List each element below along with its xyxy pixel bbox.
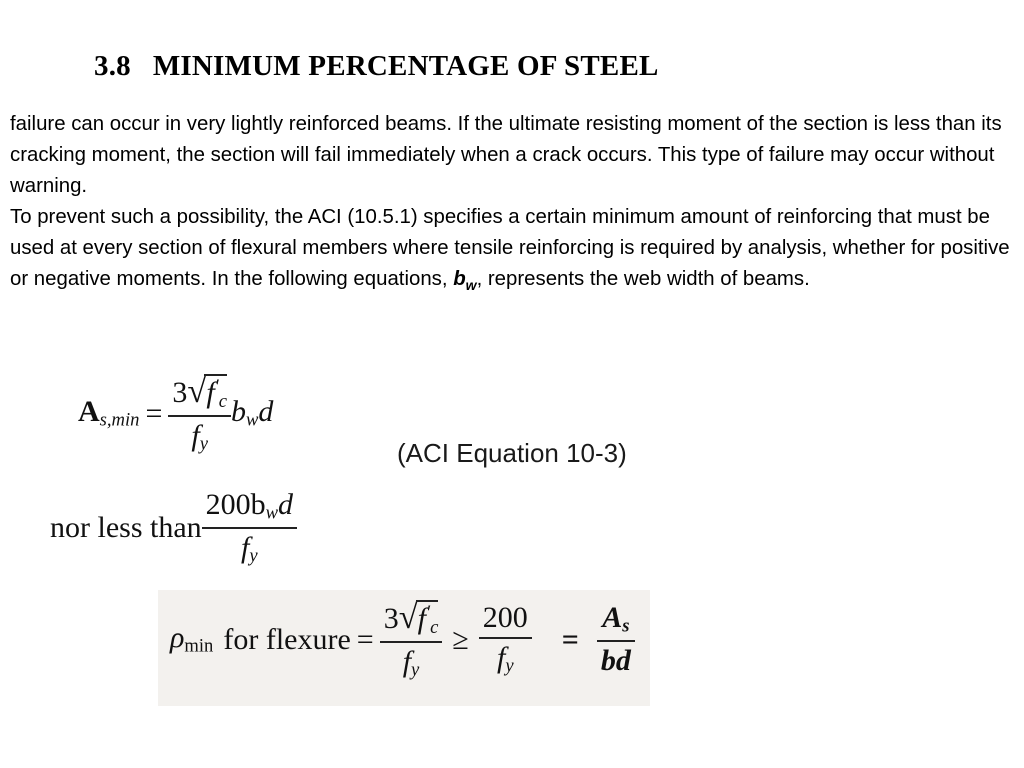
paragraph-2-end: , represents the web width of beams. bbox=[476, 268, 810, 290]
equals-sign-2: = bbox=[561, 622, 579, 656]
paragraph-1: failure can occur in very lightly reinforced beams. If the ultimate resisting moment of the section is less than its cracking moment, the section will fail immediately when a crack occurs. This type of failure may occur without warning. bbox=[10, 113, 1002, 197]
equals-sign: = bbox=[356, 622, 374, 656]
section-number: 3.8 bbox=[94, 50, 131, 82]
rho-min-symbol: $\rho_{min}$ bbox=[170, 621, 214, 657]
nor-less-than-text: nor less than bbox=[50, 510, 202, 544]
body-text bbox=[10, 109, 1018, 301]
for-flexure-text: for flexure bbox=[223, 622, 351, 656]
paragraph-2-start: To prevent such a possibility, the ACI (10.5.1) specifies a certain minimum amount of reinforcing that must be used at every section of flexural members where tensile reinforcing is required by analysis, whether for positive or negative moments. In the following equations, bbox=[10, 206, 1010, 290]
section-heading bbox=[94, 50, 659, 83]
equals-sign: = bbox=[145, 396, 163, 430]
equation-rho-min bbox=[170, 598, 635, 681]
bw-d-term: $b_wd$ bbox=[231, 395, 274, 431]
sqrt-fc-over-fy-fraction: $\frac{3√f'_c}{f_y}$ bbox=[168, 372, 231, 455]
aci-equation-label: (ACI Equation 10-3) bbox=[397, 438, 627, 468]
200bwd-over-fy-fraction: $\frac{200b_wd}{f_y}$ bbox=[202, 488, 297, 567]
section-title: MINIMUM PERCENTAGE OF STEEL bbox=[152, 50, 659, 82]
greater-equal-sign: ≥ bbox=[452, 622, 469, 656]
as-min-symbol: $A_{s,min}$ bbox=[78, 395, 140, 431]
equation-as-min bbox=[78, 372, 273, 455]
paragraph-2 bbox=[10, 202, 1018, 301]
sqrt-fc-over-fy-fraction: $\frac{3√f'_c}{f_y}$ bbox=[380, 598, 443, 681]
200-over-fy-fraction: $\frac{200}{f_y}$ bbox=[479, 601, 532, 678]
as-over-bd-fraction: $\frac{A_s}{bd}$ bbox=[597, 601, 635, 678]
equation-nor-less-than bbox=[50, 488, 297, 567]
web-width-symbol: $b_w$ bbox=[453, 268, 477, 294]
